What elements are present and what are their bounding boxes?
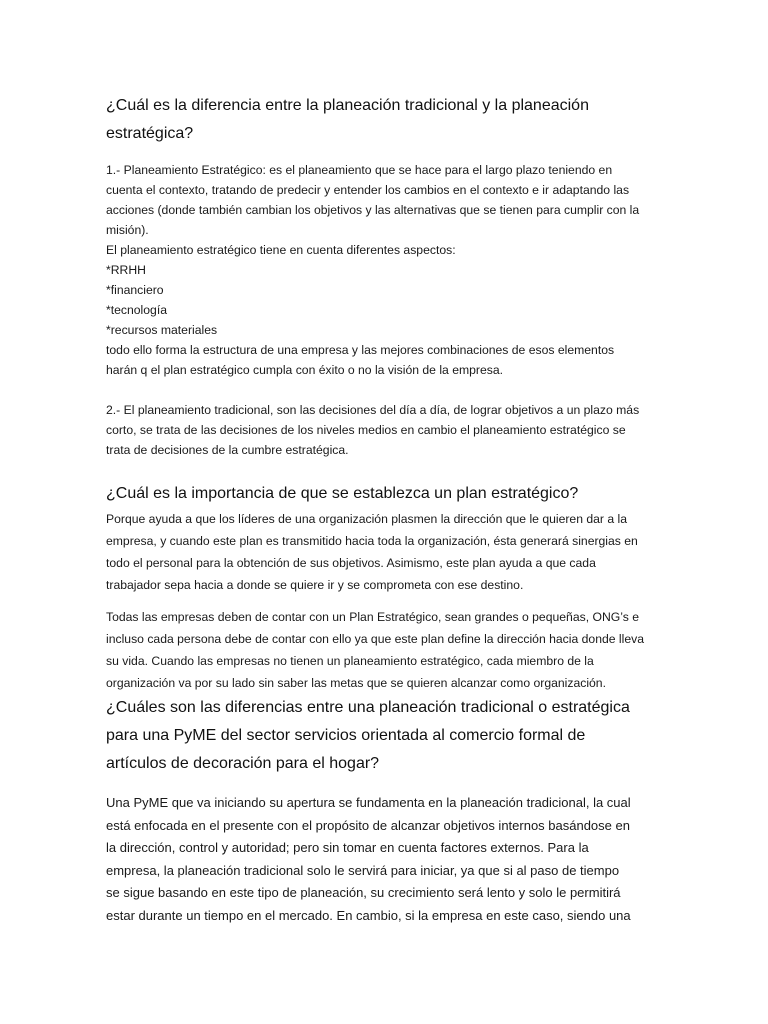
question-3-heading: [106, 694, 666, 778]
paragraph-line: trabajador sepa hacia a donde se quiere ir y se comprometa con ese destino.: [106, 578, 524, 592]
paragraph-line: cuenta el contexto, tratando de predecir y entender los cambios en el contexto e ir adaptando las: [106, 183, 630, 197]
question-2-heading: [106, 480, 666, 508]
heading-line: para una PyME del sector servicios orientada al comercio formal de: [106, 727, 586, 744]
paragraph-line: empresa, la planeación tradicional solo le servirá para iniciar, ya que si al paso de tiempo: [106, 862, 620, 878]
question-2-answer-part-2: [106, 606, 666, 694]
heading-line: artículos de decoración para el hogar?: [106, 755, 380, 772]
heading-line: ¿Cuál es la diferencia entre la planeación tradicional y la planeación: [106, 97, 589, 114]
paragraph-line: Todas las empresas deben de contar con un Plan Estratégico, sean grandes o pequeñas, ONG’s e: [106, 610, 639, 624]
paragraph-line: todo ello forma la estructura de una empresa y las mejores combinaciones de esos elementos: [106, 343, 615, 357]
heading-line: ¿Cuáles son las diferencias entre una planeación tradicional o estratégica: [106, 699, 630, 716]
paragraph-line: estar durante un tiempo en el mercado. En cambio, si la empresa en este caso, siendo una: [106, 907, 631, 923]
paragraph-line: se sigue basando en este tipo de planeación, su crecimiento será lento y solo le permitirá: [106, 885, 621, 900]
heading-line: ¿Cuál es la importancia de que se establezca un plan estratégico?: [106, 485, 579, 502]
paragraph-line: todo el personal para la obtención de sus objetivos. Asimismo, este plan ayuda a que cada: [106, 556, 596, 570]
question-3-answer-part-1: [106, 792, 666, 927]
paragraph-line: corto, se trata de las decisiones de los niveles medios en cambio el planeamiento estratégico se: [106, 423, 626, 437]
list-item: *financiero: [106, 283, 164, 297]
paragraph-line: la dirección, control y autoridad; pero sin tomar en cuenta factores externos. Para la: [106, 840, 589, 855]
document-content: [106, 92, 666, 927]
question-1-heading: [106, 92, 666, 148]
paragraph-line: El planeamiento estratégico tiene en cuenta diferentes aspectos:: [106, 243, 456, 257]
paragraph-line: su vida. Cuando las empresas no tienen un planeamiento estratégico, cada miembro de la: [106, 654, 594, 668]
paragraph-line: organización va por su lado sin saber las metas que se quieren alcanzar como organización.: [106, 676, 606, 690]
list-item: *RRHH: [106, 263, 146, 277]
question-1-answer-part-1: [106, 160, 666, 380]
paragraph-line: empresa, y cuando este plan es transmitido hacia toda la organización, ésta generará sinergias en: [106, 534, 638, 548]
list-item: *recursos materiales: [106, 323, 218, 337]
paragraph-line: acciones (donde también cambian los objetivos y las alternativas que se tienen para cumplir con la: [106, 203, 640, 217]
paragraph-line: trata de decisiones de la cumbre estratégica.: [106, 443, 349, 457]
question-2-answer-part-1: [106, 508, 666, 596]
paragraph-line: Porque ayuda a que los líderes de una organización plasmen la dirección que le quieren dar a la: [106, 512, 628, 526]
list-item: *tecnología: [106, 303, 167, 317]
paragraph-line: harán q el plan estratégico cumpla con éxito o no la visión de la empresa.: [106, 363, 504, 377]
paragraph-line: misión).: [106, 223, 149, 237]
paragraph-line: incluso cada persona debe de contar con ello ya que este plan define la dirección hacia donde lleva: [106, 632, 644, 646]
heading-line: estratégica?: [106, 125, 194, 142]
paragraph-line: está enfocada en el presente con el propósito de alcanzar objetivos internos basándose en: [106, 817, 630, 833]
paragraph-line: Una PyME que va iniciando su apertura se fundamenta en la planeación tradicional, la cual: [106, 795, 631, 810]
paragraph-line: 2.- El planeamiento tradicional, son las decisiones del día a día, de lograr objetivos a un plazo más: [106, 403, 640, 417]
paragraph-line: 1.- Planeamiento Estratégico: es el planeamiento que se hace para el largo plazo teniendo en: [106, 163, 613, 177]
question-1-answer-part-2: [106, 400, 666, 460]
